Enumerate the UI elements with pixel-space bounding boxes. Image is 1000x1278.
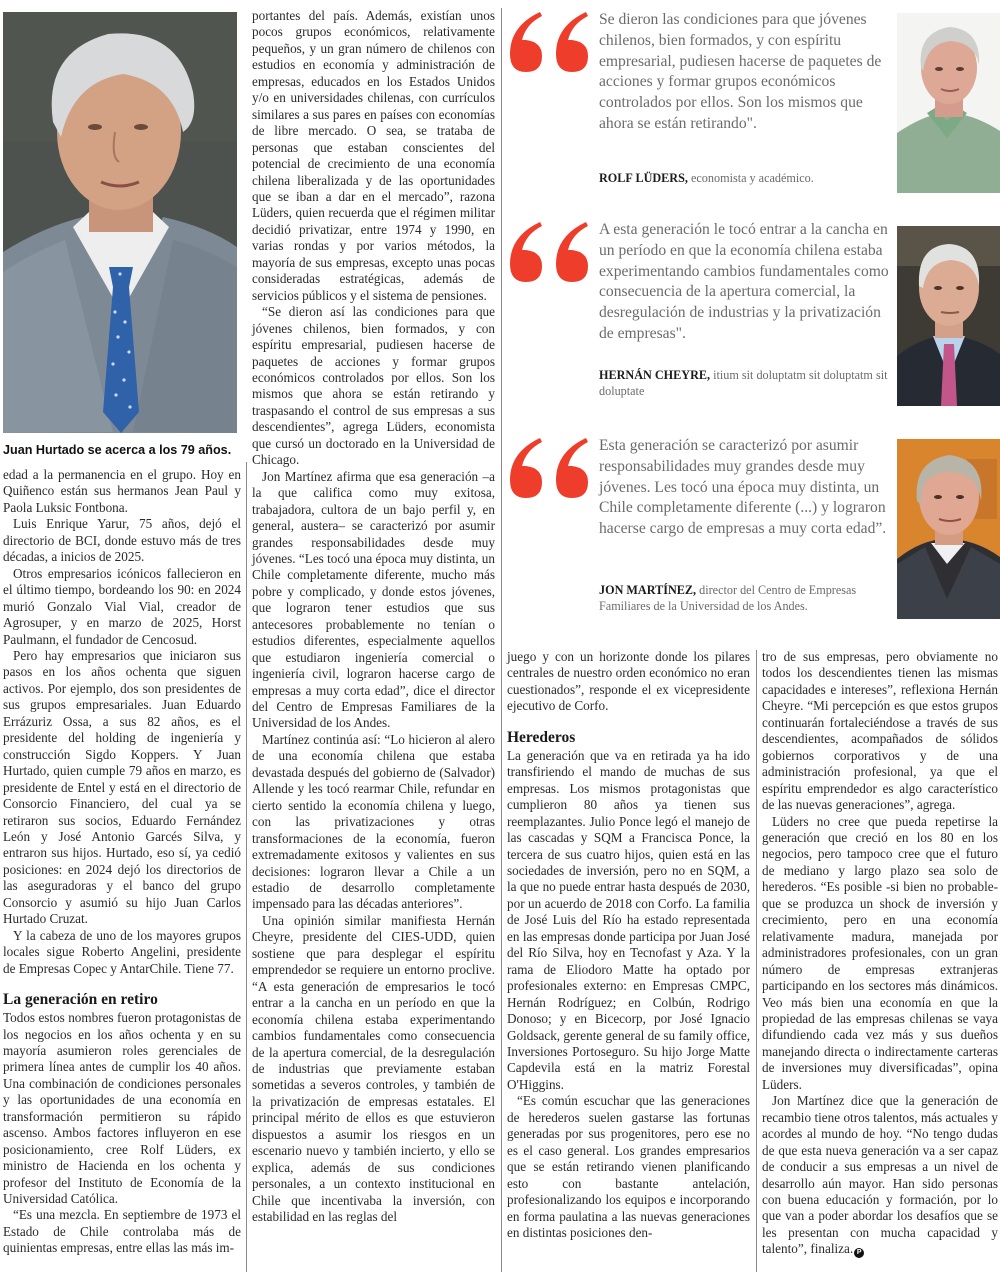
- pull-quote-cheyre: [506, 220, 1000, 420]
- quote-mark-icon: [506, 10, 590, 74]
- photo-caption: Juan Hurtado se acerca a los 79 años.: [3, 443, 232, 457]
- article-column-2: [252, 8, 495, 1226]
- photo-jon-martinez: [897, 439, 1000, 619]
- paragraph: Todos estos nombres fueron protagonistas de los negocios en los años ochenta y en su mayoría asumieron roles gerenciales de primera línea antes de cumplir los 40 años. Una combinación de condiciones personales y las oportunidades de una economía en transformación permitieron su rápido ascenso. Ambos factores influyeron en ese posicionamiento, cree Rolf Lüders, ex ministro de Hacienda en los ochenta y profesor del Instituto de Economía de la Universidad Católica.: [3, 1010, 241, 1207]
- quote-author: [599, 367, 889, 399]
- paragraph: [762, 1093, 998, 1258]
- quote-text: Esta generación se caracterizó por asumir responsabilidades muy grandes desde muy jóvenes. Les tocó una época muy distinta, un Chile completamente diferente (...) y lograron hacerse cargo de empresas a muy corta edad”.: [599, 437, 887, 538]
- paragraph: portantes del país. Además, existían unos pocos grupos económicos, relativamente pequeños, y un gran número de chilenos con estudios en economía y administración de empresas, educados en los Estados Unidos y/o en universidades chilenas, con currículos similares a sus pares en países con economías de libre mercado. O sea, se trataba de personas que estaban conscientes del potencial de crecimiento de una economía chilena liberalizada y de las oportunidades que se iban a dar en el mercado”, razona Lüders, quien recuerda que el régimen militar decidió privatizar, entre 1974 y 1990, en varias rondas y por varios métodos, la mayoría de sus empresas, excepto unas pocas consideradas estratégicas, además de servicios públicos y el sistema de pensiones.: [252, 8, 495, 303]
- end-of-article-icon: P: [854, 1248, 864, 1258]
- article-column-3: [507, 649, 750, 1241]
- quote-author-name: ROLF LÜDERS,: [599, 171, 688, 185]
- paragraph: Pero hay empresarios que iniciaron sus pasos en los años ochenta que siguen activos. Por ejemplo, dos son presidentes de sus grupos empresariales. Juan Eduardo Errázuriz Ossa, a sus 82 años, es el presidente del holding de ingeniería y construcción Sigdo Koppers. Y Juan Hurtado, quien cumple 79 años en marzo, es presidente de Entel y está en el directorio de Consorcio Financiero, del cual ya se retiraron sus socios, Eduardo Fernández León y José Antonio Garcés Silva, y entraron sus hijos. Hurtado, eso sí, ya cedió posiciones: en 2024 dejó los directorios de las aseguradoras y el banco del grupo Consorcio y asumió su hijo Juan Carlos Hurtado Cruzat.: [3, 647, 241, 927]
- pull-quote-luders: [506, 10, 1000, 210]
- paragraph: La generación que va en retirada ya ha ido transfiriendo el mando de muchas de sus empresas. Los mismos protagonistas que cumplieron 80 años ya tienen sus reemplazantes. Julio Ponce legó el manejo de las cascadas y SQM a Francisca Ponce, la tercera de sus cuatro hijos, quien está en las sociedades de inversión, pero no en SQM, a la que no puede entrar hasta después de 2030, por un acuerdo de 2018 con Corfo. La familia de José Luis del Río ha estado representada en las empresas donde participa por Juan José del Río Silva, hoy en Tecnofast y Aza. Y la rama de Eliodoro Matte ha optado por profesionales externo: en Empresas CMPC, Hernán Rodríguez; en Colbún, Rodrigo Donoso; y en Bicecorp, por José Ignacio Goldsack, gerente general de su family office, Inversiones Portoseguro. Su hijo Jorge Matte Capdevila está en la matriz Forestal O'Higgins.: [507, 747, 750, 1092]
- paragraph: Martínez continúa así: “Lo hicieron al alero de una economía chilena que estaba devastada después del gobierno de (Salvador) Allende y les tocó rearmar Chile, refundar en cierto sentido la economía chilena y luego, con las privatizaciones y otras transformaciones de la economía, fueron extremadamente exitosos y valientes en sus decisiones: lograron llevar a Chile a un estadio de desarrollo completamente impensado para las décadas anteriores”.: [252, 731, 495, 912]
- quote-author: [599, 582, 889, 614]
- quote-text: Se dieron las condiciones para que jóvenes chilenos, bien formados, y con espíritu empresarial, pudiesen hacerse de paquetes de acciones y formar grupos económicos controlados por ellos. Son los mismos que ahora se están retirando".: [599, 11, 882, 132]
- quote-mark-icon: [506, 220, 590, 284]
- paragraph-text: Jon Martínez dice que la generación de recambio tiene otros talentos, más actuales y acordes al mundo de hoy. “No tengo dudas de que esta nueva generación va a ser capaz de conducir a sus empresas a un nivel de desarrollo aún mayor. Han sido personas con buena educación y formación, por lo que van a poder abordar los desafíos que se les presentan con mucha capacidad y talento”, finaliza.: [762, 1093, 998, 1257]
- paragraph: Otros empresarios icónicos fallecieron en el último tiempo, bordeando los 90: en 2024 murió Gonzalo Vial Vial, creador de Agrosuper, y en marzo de 2025, Horst Paulmann, el fundador de Cencosud.: [3, 565, 241, 647]
- paragraph: Jon Martínez afirma que esa generación –a la que califica como muy exitosa, trabajadora, cultora de un bajo perfil y, en general, austera– se caracterizó por asumir grandes responsabilidades desde muy jóvenes. “Les tocó una época muy distinta, un Chile completamente diferente, mucho más pobre y complicado, y donde estos jóvenes, que lograron tener estudios que sus antecesores probablemente no tenían o estudios diferentes, especialmente aquellos que estudiaron ingeniería comercial o ingeniería civil, lograron hacerse cargo de empresas a muy corta edad”, dice el director del Centro de Empresas Familiares de la Universidad de los Andes.: [252, 468, 495, 731]
- quote-author-role: director del Centro de Empresas Familiares de la Universidad de los Andes.: [599, 583, 857, 613]
- paragraph: “Es una mezcla. En septiembre de 1973 el Estado de Chile controlaba más de quinientas empresas, entre ellas las más im-: [3, 1207, 241, 1256]
- pull-quote-martinez: [506, 436, 1000, 636]
- quote-author-name: JON MARTÍNEZ,: [599, 583, 697, 597]
- paragraph: edad a la permanencia en el grupo. Hoy en Quiñenco están sus hermanos Jean Paul y Paola Luksic Fontbona.: [3, 467, 241, 515]
- main-photo-juan-hurtado: [3, 12, 237, 433]
- quote-author-role: economista y académico.: [690, 171, 814, 185]
- quote-author-name: HERNÁN CHEYRE,: [599, 368, 711, 382]
- portrait-image: [897, 226, 1000, 406]
- paragraph: Y la cabeza de uno de los mayores grupos locales sigue Roberto Angelini, presidente de Empresas Copec y AntarChile. Tiene 77.: [3, 927, 241, 976]
- quote-author-role: itium sit doluptatm sit doluptatm sit doluptate: [599, 368, 888, 398]
- column-rule-3: [756, 650, 757, 1272]
- portrait-image: [3, 12, 237, 433]
- paragraph: juego y con un horizonte donde los pilares centrales de nuestro orden económico no eran cuestionados”, responde el ex vicepresidente ejecutivo de Corfo.: [507, 649, 750, 714]
- paragraph: “Es común escuchar que las generaciones de herederos suelen gastarse las fortunas generadas por sus progenitores, pero ese no es el caso general. Los grandes empresarios que se están retirando vienen planificando esto con bastante antelación, profesionalizando los equipos e incorporando en forma paulatina a las nuevas generaciones en distintas posiciones den-: [507, 1093, 750, 1240]
- article-column-4: [762, 649, 998, 1258]
- portrait-image: [897, 439, 1000, 619]
- paragraph: Luis Enrique Yarur, 75 años, dejó el directorio de BCI, donde estuvo más de tres décadas, a inicios de 2025.: [3, 516, 241, 565]
- paragraph: “Se dieron así las condiciones para que jóvenes chilenos, bien formados, y con espíritu empresarial, pudiesen hacerse de paquetes de acciones y formar grupos económicos controlados por ellos. Son los mismos que ahora se están retirando y traspasando el control de sus empresas a sus descendientes”, agrega Lüders, economista que cursó un doctorado en la Universidad de Chicago.: [252, 304, 495, 468]
- section-heading-generacion-en-retiro: La generación en retiro: [3, 991, 158, 1009]
- column-rule-1: [246, 462, 247, 1272]
- column-rule-2: [501, 8, 502, 1272]
- quote-mark-icon: [506, 436, 590, 500]
- photo-hernan-cheyre: [897, 226, 1000, 406]
- section-heading-herederos: Herederos: [507, 728, 576, 746]
- paragraph: Una opinión similar manifiesta Hernán Cheyre, presidente del CIES-UDD, quien sostiene que para desplegar el espíritu emprendedor se requiere un entorno proclive. “A esta generación de empresarios le tocó entrar a la cancha en un período en que la economía chilena estaba experimentando cambios fundamentales como consecuencia de la apertura comercial, de la desregulación de industrias que previamente estaban sometidas a severos controles, y también de la privatización de empresas estatales. El principal mérito de ellos es que estuvieron dispuestos a asumir los riesgos en un escenario nuevo y también incierto, y ello se explica, además de sus condiciones personales, a un contexto institucional en Chile que incentivaba la inversión, con estabilidad en las reglas del: [252, 912, 495, 1225]
- quote-author: [599, 170, 889, 186]
- article-column-1: [3, 467, 241, 1257]
- paragraph: Lüders no cree que pueda repetirse la generación que creció en los 80 en los negocios, pero tampoco cree que el futuro de mediano y largo plazo sea solo de herederos. “Es posible -si bien no probable- que se produzca un shock de inversión y crecimiento, pero en una economía relativamente madura, manejada por administradores profesionales, con un gran número de empresas extranjeras participando en los sectores más dinámicos. Veo más bien una economía en que la propiedad de las empresas chilenas se vaya difundiendo cada vez más y sus dueños manejando directa o indirectamente carteras de inversiones muy diversificadas”, opina Lüders.: [762, 813, 998, 1092]
- photo-rolf-luders: [897, 13, 1000, 193]
- paragraph: tro de sus empresas, pero obviamente no todos los descendientes tienen las mismas capacidades e intereses”, reflexiona Hernán Cheyre. “Mi percepción es que estos grupos continuarán fortaleciéndose a través de sus descendientes, acompañados de sólidos gobiernos corporativos y de una administración profesional, ya que el espíritu emprendedor es algo característico de las nuevas generaciones”, agrega.: [762, 649, 998, 813]
- quote-text: A esta generación le tocó entrar a la cancha en un período en que la economía chilena estaba experimentando cambios fundamentales como consecuencia de la apertura comercial, la desregulación de industrias y la privatización de empresas".: [599, 221, 889, 342]
- portrait-image: [897, 13, 1000, 193]
